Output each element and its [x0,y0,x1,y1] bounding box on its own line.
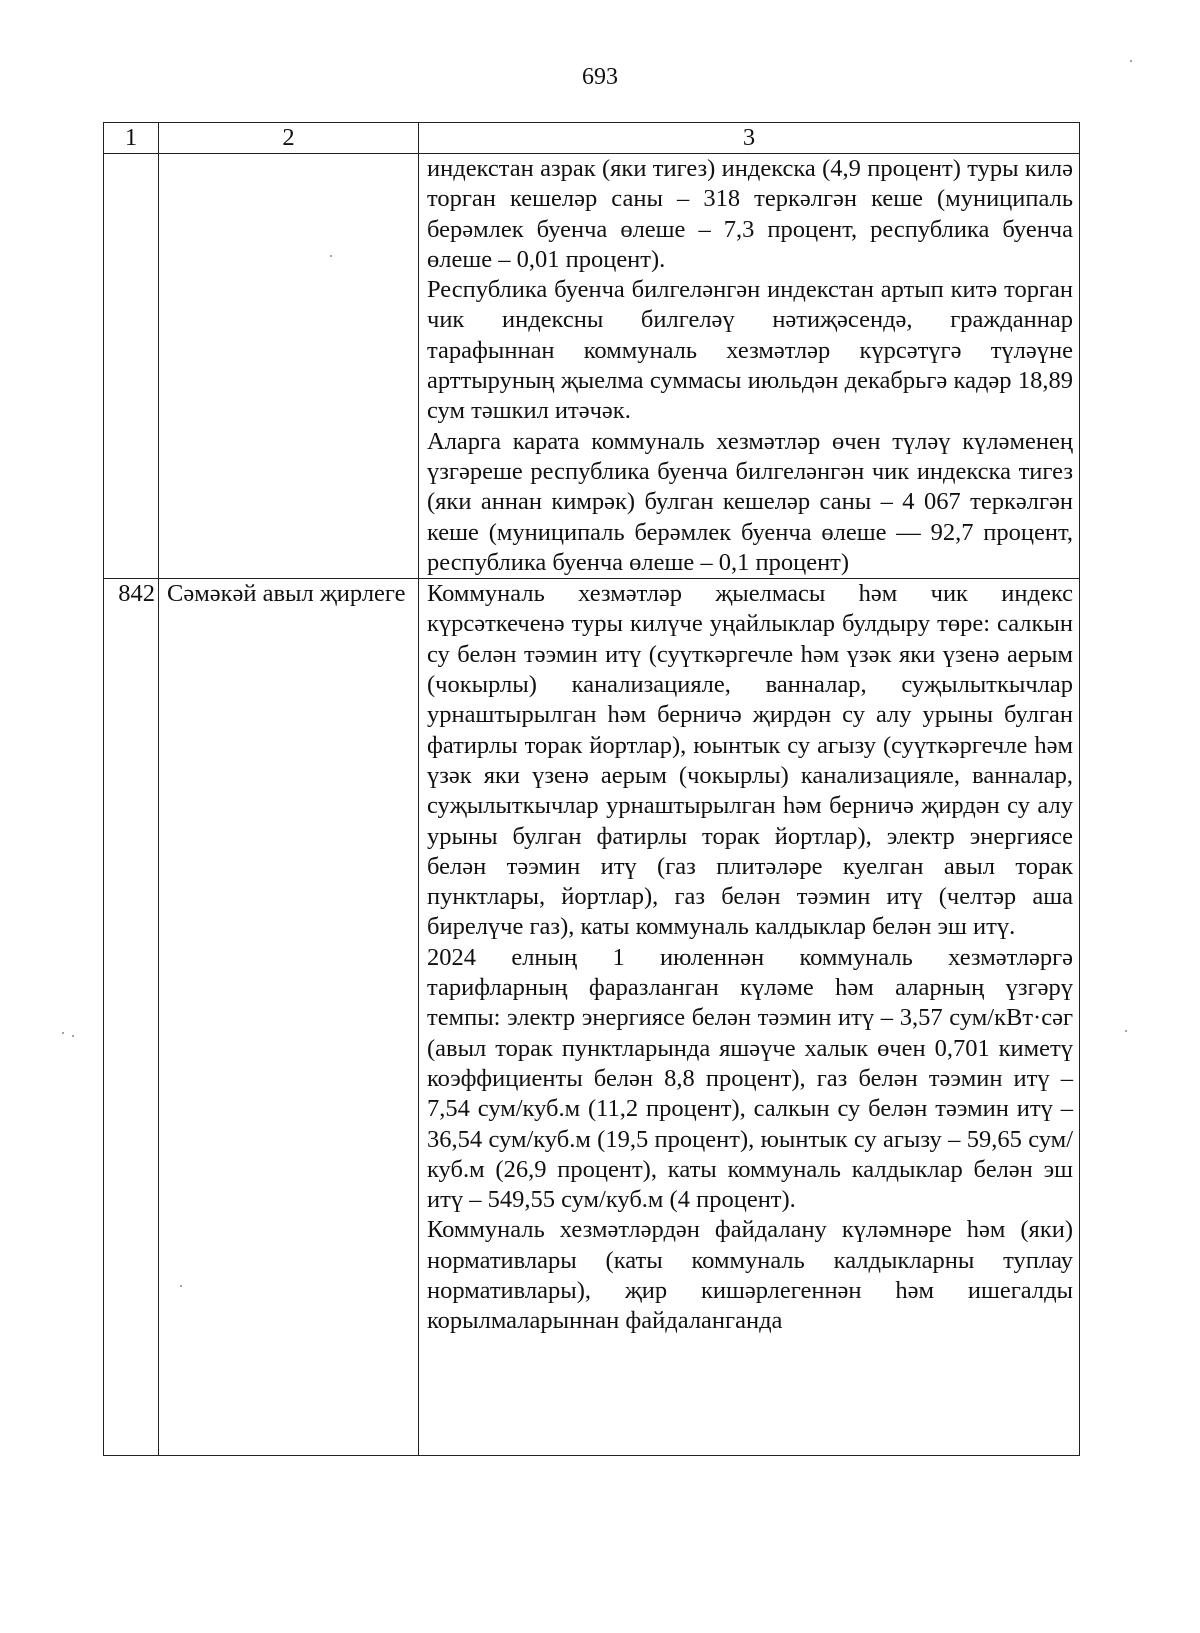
page-number: 693 [582,64,618,90]
settlement-name [159,154,419,579]
scan-speck [1125,1030,1127,1032]
scan-speck [62,1032,64,1034]
table-header-row [104,123,1080,154]
settlement-name: Сәмәкәй авыл җирлеге [159,579,419,1456]
table-row [104,154,1080,579]
description-paragraph: 2024 елның 1 июленнән коммуналь хезмәтләргә тарифларның фаразланган күләме һәм аларның үзгәрү темпы: электр энергиясе белән тәэмин итү – 3,57 сум/кВт·сәг (авыл торак пунктларында яшәүче халык өчен 0,701 киметү коэффициенты белән 8,8 процент), газ белән тәэмин итү – 7,54 сум/куб.м (11,2 процент), салкын су белән тәэмин итү – 36,54 сум/куб.м (19,5 процент), юынтык су агызу – 59,65 сум/куб.м (26,9 процент), каты коммуналь калдыклар белән эш итү – 549,55 сум/куб.м (4 процент). [427,943,1073,1214]
description-cell [419,154,1080,579]
description-paragraph: Республика буенча билгеләнгән индекстан артып китә торган чик индексны билгеләү нәтиҗәсендә, гражданнар тарафыннан коммуналь хезмәтләр күрсәтүгә түләүне арттыруның җыелма суммасы июльдән декабрьгә кадәр 18,89 сум тәшкил итәчәк. [427,276,1073,425]
tariff-table [103,122,1080,1456]
description-cell [419,579,1080,1456]
scan-speck [180,1285,182,1287]
scan-speck [1130,60,1132,62]
description-paragraph: индекстан азрак (яки тигез) индекска (4,9 процент) туры килә торган кешеләр саны – 318 теркәлгән кеше (муниципаль берәмлек буенча өлеше – 7,3 процент, республика буенча өлеше – 0,01 процент). [427,155,1073,273]
row-number: 842 [104,579,159,1456]
column-header-2: 2 [159,123,419,154]
row-number [104,154,159,579]
description-paragraph: Коммуналь хезмәтләрдән файдалану күләмнәре һәм (яки) нормативлары (каты коммуналь калдыкларны туплау нормативлары), җир кишәрлегеннән һәм ишегалды корылмаларыннан файдаланганда [427,1216,1073,1335]
column-header-3: 3 [419,123,1080,154]
column-header-1: 1 [104,123,159,154]
description-paragraph: Аларга карата коммуналь хезмәтләр өчен түләү күләменең үзгәреше республика буенча билгеләнгән чик индекска тигез (яки аннан кимрәк) булган кешеләр саны – 4 067 теркәлгән кеше (муниципаль берәмлек буенча өлеше — 92,7 процент, республика буенча өлеше – 0,1 процент) [427,427,1073,576]
table-row [104,579,1080,1456]
scan-speck [72,1035,74,1037]
description-paragraph: Коммуналь хезмәтләр җыелмасы һәм чик индекс күрсәткеченә туры килүче уңайлыклар булдыру төре: салкын су белән тәэмин итү (суүткәргечле һәм үзәк яки үзенә аерым (чокырлы) канализацияле, ванналар, суҗылыткычлар урнаштырылган һәм берничә җирдән су алу урыны булган фатирлы торак йортлар), юынтык су агызу (суүткәргечле һәм үзәк яки үзенә аерым (чокырлы) канализацияле, ванналар, суҗылыткычлар урнаштырылган һәм берничә җирдән су алу урыны булган фатирлы торак йортлар), электр энергиясе белән тәэмин итү (газ плитәләре куелган авыл торак пунктлары, йортлар), газ белән тәэмин итү (челтәр аша бирелүче газ), каты коммуналь калдыклар белән эш итү. [427,580,1073,941]
scan-speck [330,255,332,257]
